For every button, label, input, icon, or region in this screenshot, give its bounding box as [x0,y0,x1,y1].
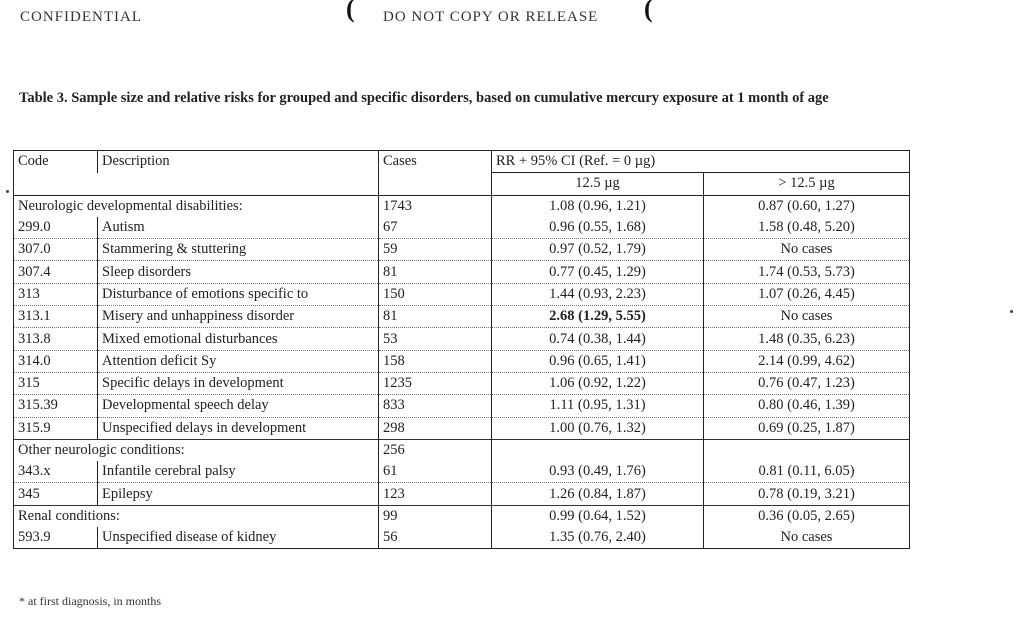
description-cell: Infantile cerebral palsy [98,461,379,483]
rr-gt-12-5-cell: 0.78 (0.19, 3.21) [704,483,910,505]
code-cell: 315.9 [14,417,98,439]
cases-cell: 1235 [379,372,492,394]
code-cell: 313 [14,283,98,305]
table-row [14,328,910,350]
table-row [14,306,910,328]
group-label: Neurologic developmental disabilities: [14,195,379,217]
binder-mark-right: ( [644,0,653,23]
table-row [14,261,910,283]
rr-gt-12-5-cell: No cases [704,306,910,328]
rr-gt-12-5-cell: 1.07 (0.26, 4.45) [704,283,910,305]
code-cell: 307.0 [14,239,98,261]
footnote: * at first diagnosis, in months [19,594,161,608]
code-cell: 345 [14,483,98,505]
group-row [14,505,910,527]
rr-gt-12-5-cell: 0.80 (0.46, 1.39) [704,395,910,417]
code-cell: 315.39 [14,395,98,417]
rr-12-5-cell: 1.26 (0.84, 1.87) [492,483,704,505]
rr-12-5-cell: 0.96 (0.55, 1.68) [492,217,704,239]
cases-cell: 99 [379,505,492,527]
cases-cell: 256 [379,439,492,461]
group-row [14,439,910,461]
rr-12-5-cell: 0.99 (0.64, 1.52) [492,505,704,527]
cases-cell: 56 [379,527,492,549]
rr-12-5-cell: 1.06 (0.92, 1.22) [492,372,704,394]
group-row [14,195,910,217]
table-row [14,395,910,417]
do-not-copy-header: DO NOT COPY OR RELEASE [383,9,599,25]
risk-table [13,150,910,549]
rr-gt-12-5-cell: No cases [704,239,910,261]
table-caption: Table 3. Sample size and relative risks for grouped and specific disorders, based on cumulative mercury exposure at 1 month of age [19,90,829,106]
table-row [14,483,910,505]
description-cell: Unspecified delays in development [98,417,379,439]
cases-cell: 298 [379,417,492,439]
col-header-code: Code [14,151,98,173]
rr-gt-12-5-cell: 0.76 (0.47, 1.23) [704,372,910,394]
cases-cell: 123 [379,483,492,505]
rr-gt-12-5-cell: No cases [704,527,910,549]
description-cell: Misery and unhappiness disorder [98,306,379,328]
cases-cell: 81 [379,306,492,328]
table-row [14,372,910,394]
cases-cell: 1743 [379,195,492,217]
table-row [14,239,910,261]
rr-12-5-cell [492,439,704,461]
table-row [14,527,910,549]
code-cell: 343.x [14,461,98,483]
description-cell: Developmental speech delay [98,395,379,417]
table-row [14,417,910,439]
rr-12-5-cell: 1.08 (0.96, 1.21) [492,195,704,217]
scan-speck [6,190,9,193]
code-cell: 313.1 [14,306,98,328]
rr-12-5-cell: 0.97 (0.52, 1.79) [492,239,704,261]
rr-12-5-cell: 0.96 (0.65, 1.41) [492,350,704,372]
rr-gt-12-5-cell: 1.48 (0.35, 6.23) [704,328,910,350]
rr-gt-12-5-cell: 2.14 (0.99, 4.62) [704,350,910,372]
rr-gt-12-5-cell: 1.74 (0.53, 5.73) [704,261,910,283]
description-cell: Attention deficit Sy [98,350,379,372]
scan-speck [1010,310,1013,313]
confidential-header: CONFIDENTIAL [20,9,142,25]
rr-12-5-cell: 0.93 (0.49, 1.76) [492,461,704,483]
table-row [14,217,910,239]
description-cell: Unspecified disease of kidney [98,527,379,549]
code-cell: 314.0 [14,350,98,372]
cases-cell: 833 [379,395,492,417]
rr-12-5-cell: 0.77 (0.45, 1.29) [492,261,704,283]
code-cell: 307.4 [14,261,98,283]
rr-12-5-cell: 1.35 (0.76, 2.40) [492,527,704,549]
group-label: Renal conditions: [14,505,379,527]
rr-gt-12-5-cell: 0.81 (0.11, 6.05) [704,461,910,483]
description-cell: Specific delays in development [98,372,379,394]
group-label: Other neurologic conditions: [14,439,379,461]
cases-cell: 67 [379,217,492,239]
header-row-1 [14,151,910,173]
rr-gt-12-5-cell: 0.87 (0.60, 1.27) [704,195,910,217]
description-cell: Mixed emotional disturbances [98,328,379,350]
col-header-rr: RR + 95% CI (Ref. = 0 µg) [492,151,910,173]
cases-cell: 158 [379,350,492,372]
binder-mark-left: ( [346,0,355,23]
code-cell: 315 [14,372,98,394]
rr-gt-12-5-cell: 0.36 (0.05, 2.65) [704,505,910,527]
cases-cell: 81 [379,261,492,283]
description-cell: Autism [98,217,379,239]
rr-12-5-cell: 0.74 (0.38, 1.44) [492,328,704,350]
rr-12-5-cell: 1.11 (0.95, 1.31) [492,395,704,417]
description-cell: Epilepsy [98,483,379,505]
table-row [14,461,910,483]
col-header-cases: Cases [379,151,492,173]
cases-cell: 59 [379,239,492,261]
col-header-12-5: 12.5 µg [492,173,704,195]
rr-gt-12-5-cell [704,439,910,461]
rr-12-5-cell: 1.44 (0.93, 2.23) [492,283,704,305]
table-row [14,283,910,305]
rr-gt-12-5-cell: 0.69 (0.25, 1.87) [704,417,910,439]
description-cell: Disturbance of emotions specific to [98,283,379,305]
description-cell: Stammering & stuttering [98,239,379,261]
code-cell: 299.0 [14,217,98,239]
cases-cell: 150 [379,283,492,305]
col-header-description: Description [98,151,379,173]
cases-cell: 61 [379,461,492,483]
code-cell: 593.9 [14,527,98,549]
cases-cell: 53 [379,328,492,350]
rr-12-5-cell: 2.68 (1.29, 5.55) [492,306,704,328]
table-row [14,350,910,372]
rr-12-5-cell: 1.00 (0.76, 1.32) [492,417,704,439]
col-header-gt-12-5: > 12.5 µg [704,173,910,195]
code-cell: 313.8 [14,328,98,350]
header-row-2 [14,173,910,195]
description-cell: Sleep disorders [98,261,379,283]
rr-gt-12-5-cell: 1.58 (0.48, 5.20) [704,217,910,239]
